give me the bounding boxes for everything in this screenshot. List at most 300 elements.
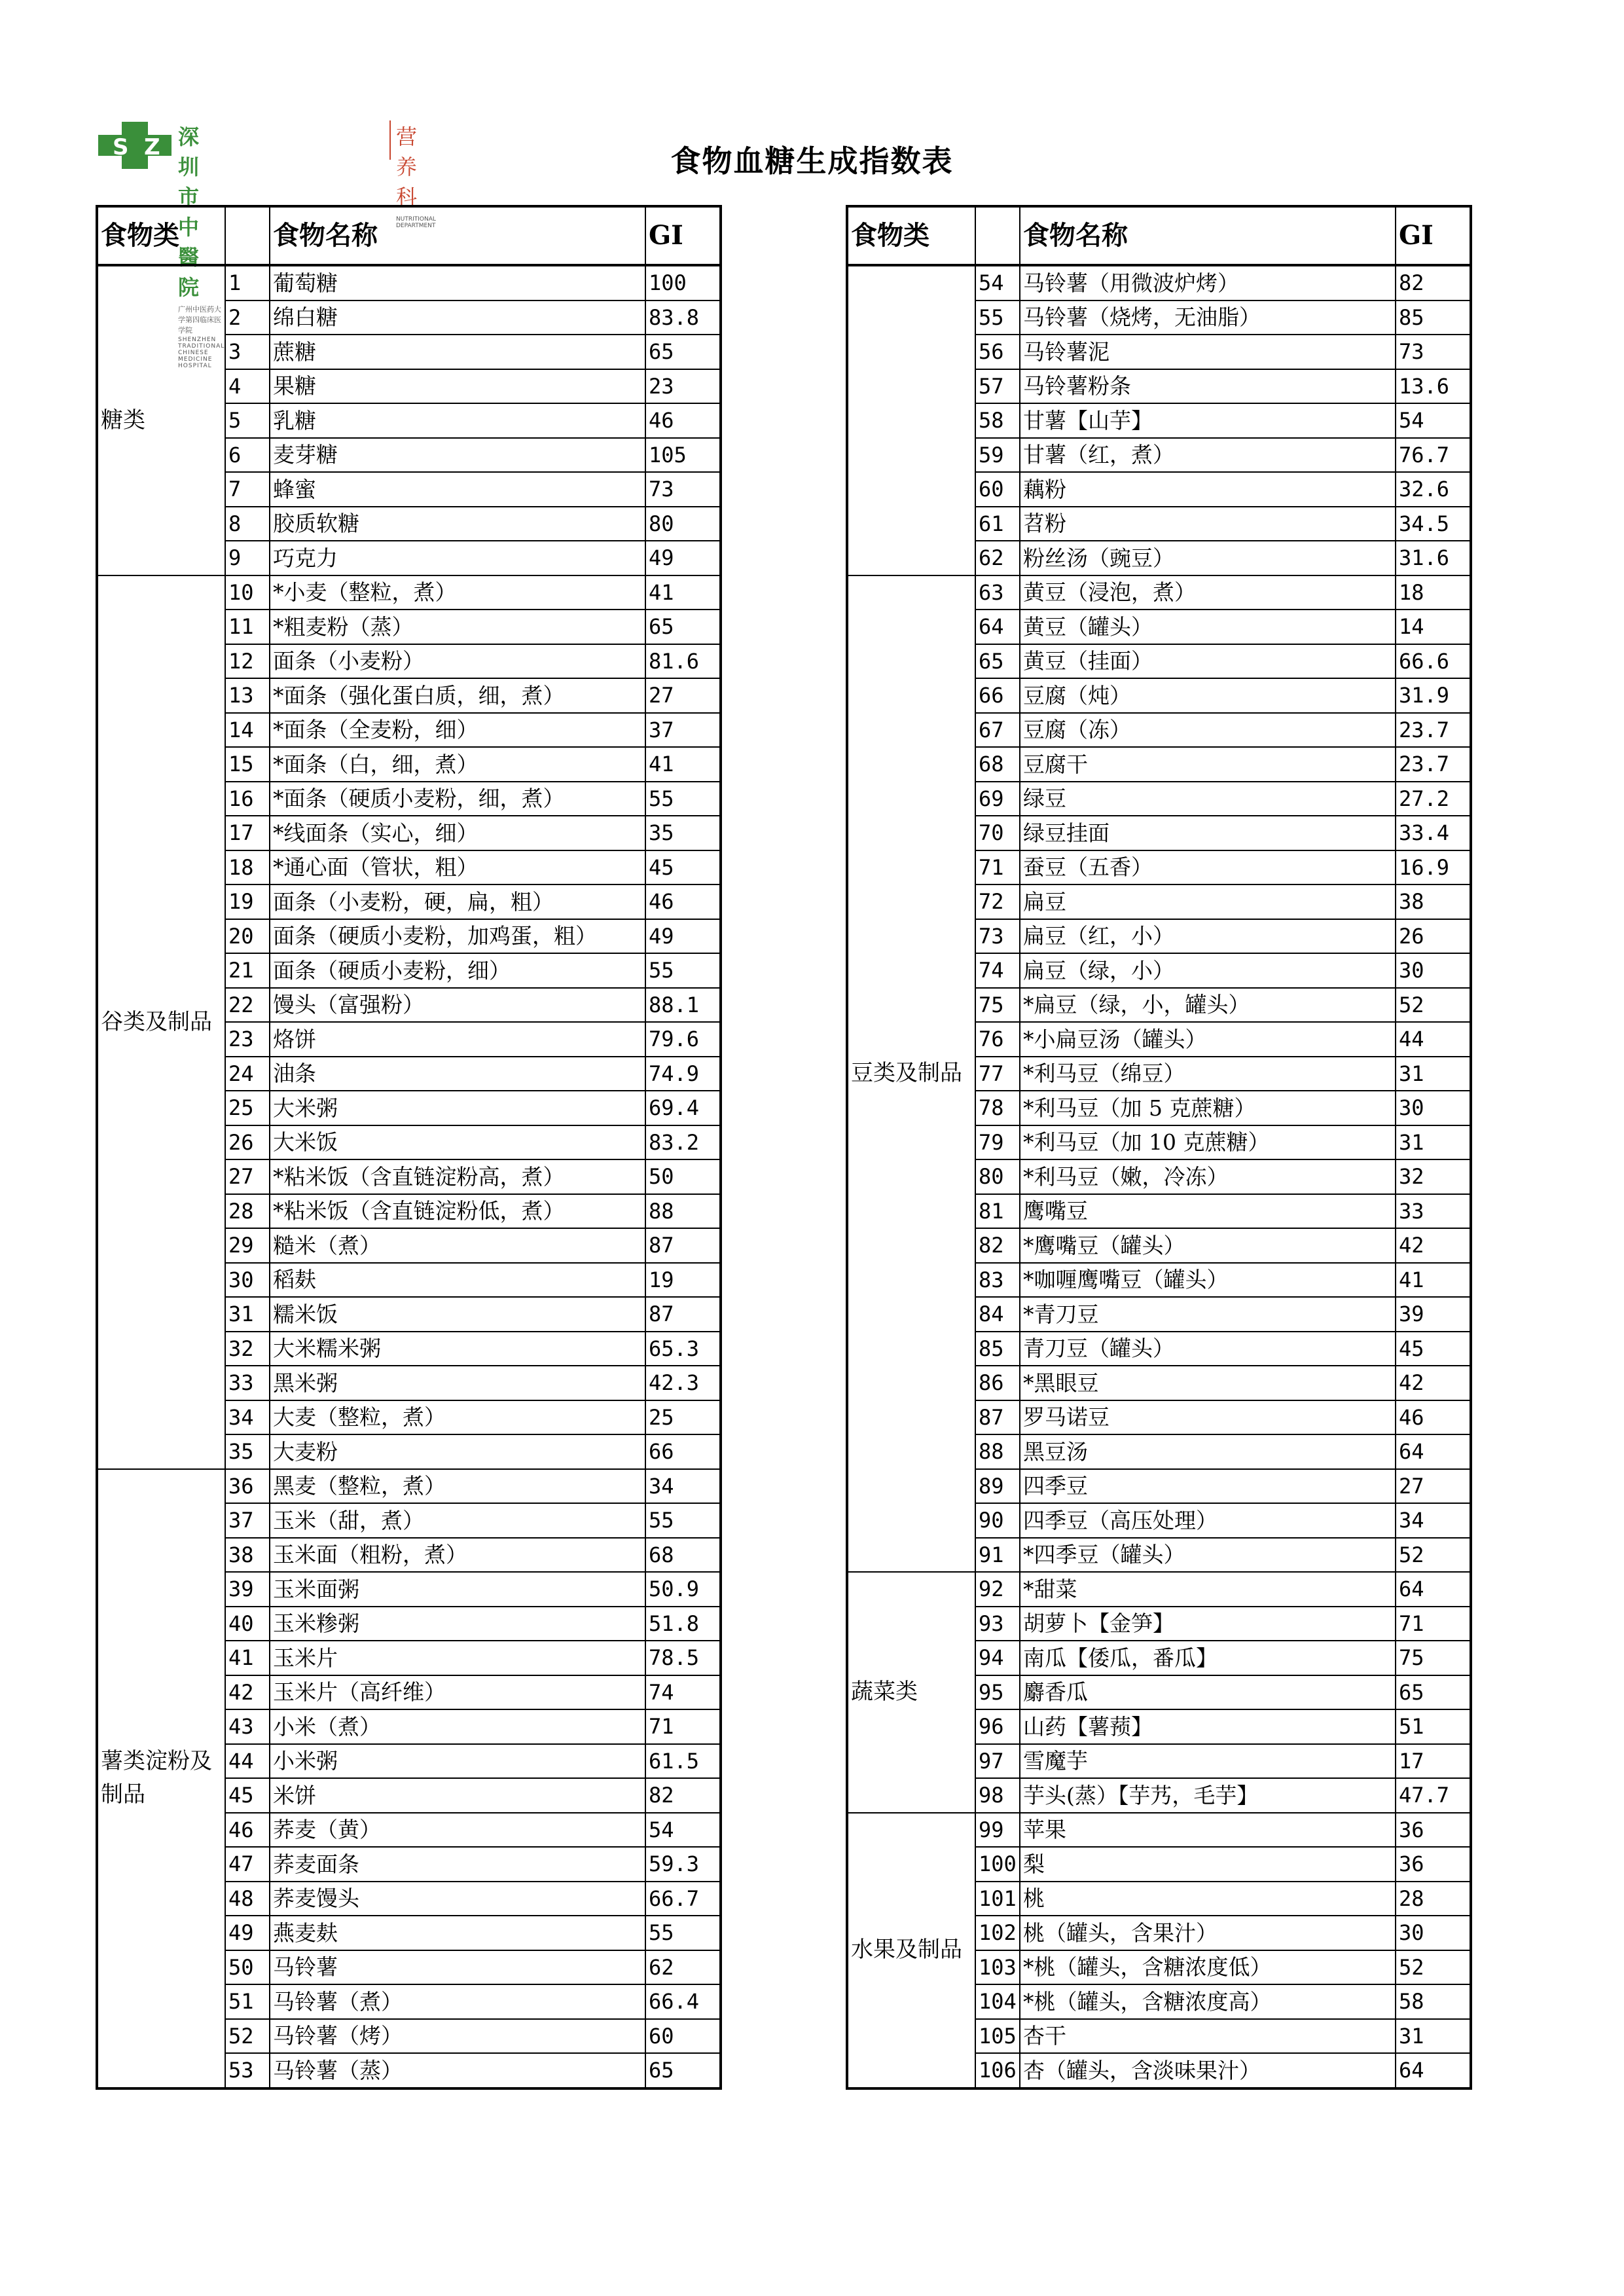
food-name-cell: 马铃薯粉条: [1020, 369, 1396, 404]
item-number-cell: 105: [975, 2019, 1020, 2054]
item-number-cell: 49: [225, 1916, 270, 1950]
item-number-cell: 44: [225, 1744, 270, 1779]
gi-value-cell: 27: [1396, 1469, 1471, 1504]
food-name-cell: 罗马诺豆: [1020, 1400, 1396, 1435]
item-number-cell: 74: [975, 953, 1020, 988]
gi-value-cell: 83.8: [645, 301, 721, 335]
gi-value-cell: 33: [1396, 1194, 1471, 1229]
gi-value-cell: 44: [1396, 1022, 1471, 1057]
gi-value-cell: 16.9: [1396, 850, 1471, 885]
item-number-cell: 76: [975, 1022, 1020, 1057]
gi-value-cell: 78.5: [645, 1641, 721, 1675]
food-name-cell: 米饼: [270, 1778, 645, 1813]
gi-value-cell: 69.4: [645, 1091, 721, 1125]
item-number-cell: 72: [975, 884, 1020, 919]
gi-table-right: [846, 205, 1472, 2090]
gi-value-cell: 36: [1396, 1847, 1471, 1882]
food-name-cell: 苹果: [1020, 1813, 1396, 1848]
gi-value-cell: 64: [1396, 1434, 1471, 1469]
food-name-cell: 马铃薯泥: [1020, 335, 1396, 369]
food-name-cell: *咖喱鹰嘴豆（罐头）: [1020, 1263, 1396, 1298]
item-number-cell: 38: [225, 1538, 270, 1573]
food-name-cell: 四季豆（高压处理）: [1020, 1503, 1396, 1538]
header-food-name: 食物名称: [1020, 206, 1396, 265]
food-name-cell: *黑眼豆: [1020, 1366, 1396, 1400]
food-name-cell: 面条（硬质小麦粉，加鸡蛋，粗）: [270, 919, 645, 954]
gi-value-cell: 74.9: [645, 1057, 721, 1091]
gi-value-cell: 100: [645, 265, 721, 301]
gi-value-cell: 34.5: [1396, 507, 1471, 541]
item-number-cell: 13: [225, 678, 270, 713]
gi-value-cell: 30: [1396, 953, 1471, 988]
food-name-cell: *粘米饭（含直链淀粉高，煮）: [270, 1159, 645, 1194]
item-number-cell: 32: [225, 1332, 270, 1366]
page-title: 食物血糖生成指数表: [670, 143, 954, 179]
gi-value-cell: 32: [1396, 1159, 1471, 1194]
food-name-cell: 玉米糁粥: [270, 1607, 645, 1641]
item-number-cell: 53: [225, 2053, 270, 2088]
food-name-cell: 黄豆（罐头）: [1020, 610, 1396, 644]
food-name-cell: 南瓜【倭瓜，番瓜】: [1020, 1641, 1396, 1675]
table-row: [847, 575, 1471, 610]
item-number-cell: 48: [225, 1882, 270, 1916]
gi-value-cell: 83.2: [645, 1125, 721, 1160]
gi-value-cell: 73: [645, 472, 721, 507]
food-name-cell: 糯米饭: [270, 1297, 645, 1332]
item-number-cell: 70: [975, 816, 1020, 850]
food-name-cell: 烙饼: [270, 1022, 645, 1057]
gi-value-cell: 71: [1396, 1607, 1471, 1641]
food-name-cell: 扁豆（绿，小）: [1020, 953, 1396, 988]
item-number-cell: 22: [225, 988, 270, 1023]
category-cell: 糖类: [97, 265, 225, 575]
item-number-cell: 94: [975, 1641, 1020, 1675]
item-number-cell: 89: [975, 1469, 1020, 1504]
gi-value-cell: 68: [645, 1538, 721, 1573]
table-header-row: [847, 206, 1471, 265]
item-number-cell: 61: [975, 507, 1020, 541]
hospital-name: 深圳市中醫院: [178, 124, 202, 300]
item-number-cell: 4: [225, 369, 270, 404]
item-number-cell: 37: [225, 1503, 270, 1538]
gi-value-cell: 59.3: [645, 1847, 721, 1882]
header-food-name: 食物名称: [270, 206, 645, 265]
table-row: [847, 1813, 1471, 1848]
food-name-cell: 桃（罐头，含果汁）: [1020, 1916, 1396, 1950]
item-number-cell: 50: [225, 1950, 270, 1985]
food-name-cell: 绿豆: [1020, 782, 1396, 816]
item-number-cell: 10: [225, 575, 270, 610]
header-number: [975, 206, 1020, 265]
gi-value-cell: 18: [1396, 575, 1471, 610]
food-name-cell: 面条（硬质小麦粉，细）: [270, 953, 645, 988]
food-name-cell: 糙米（煮）: [270, 1228, 645, 1263]
item-number-cell: 63: [975, 575, 1020, 610]
food-name-cell: *青刀豆: [1020, 1297, 1396, 1332]
gi-value-cell: 66.4: [645, 1984, 721, 2019]
gi-value-cell: 27: [645, 678, 721, 713]
gi-value-cell: 46: [1396, 1400, 1471, 1435]
item-number-cell: 80: [975, 1159, 1020, 1194]
gi-value-cell: 30: [1396, 1916, 1471, 1950]
gi-value-cell: 87: [645, 1228, 721, 1263]
gi-value-cell: 66: [645, 1434, 721, 1469]
item-number-cell: 75: [975, 988, 1020, 1023]
gi-value-cell: 37: [645, 713, 721, 748]
food-name-cell: *小扁豆汤（罐头）: [1020, 1022, 1396, 1057]
item-number-cell: 106: [975, 2053, 1020, 2088]
food-name-cell: *利马豆（绵豆）: [1020, 1057, 1396, 1091]
food-name-cell: 玉米（甜，煮）: [270, 1503, 645, 1538]
food-name-cell: 面条（小麦粉）: [270, 644, 645, 679]
gi-value-cell: 64: [1396, 1572, 1471, 1607]
food-name-cell: 玉米片（高纤维）: [270, 1675, 645, 1710]
item-number-cell: 54: [975, 265, 1020, 301]
gi-value-cell: 45: [1396, 1332, 1471, 1366]
gi-value-cell: 65: [645, 2053, 721, 2088]
item-number-cell: 73: [975, 919, 1020, 954]
food-name-cell: 面条（小麦粉，硬，扁，粗）: [270, 884, 645, 919]
gi-value-cell: 46: [645, 403, 721, 438]
gi-value-cell: 81.6: [645, 644, 721, 679]
item-number-cell: 83: [975, 1263, 1020, 1298]
food-name-cell: 杏（罐头，含淡味果汁）: [1020, 2053, 1396, 2088]
item-number-cell: 57: [975, 369, 1020, 404]
food-name-cell: 马铃薯（烧烤，无油脂）: [1020, 301, 1396, 335]
food-name-cell: 黄豆（挂面）: [1020, 644, 1396, 679]
item-number-cell: 67: [975, 713, 1020, 748]
item-number-cell: 23: [225, 1022, 270, 1057]
item-number-cell: 35: [225, 1434, 270, 1469]
food-name-cell: 鹰嘴豆: [1020, 1194, 1396, 1229]
food-name-cell: 大麦（整粒，煮）: [270, 1400, 645, 1435]
food-name-cell: 马铃薯: [270, 1950, 645, 1985]
gi-value-cell: 31.6: [1396, 541, 1471, 575]
gi-value-cell: 42: [1396, 1228, 1471, 1263]
header-gi: GI: [645, 206, 721, 265]
item-number-cell: 101: [975, 1882, 1020, 1916]
gi-value-cell: 47.7: [1396, 1778, 1471, 1813]
food-name-cell: 荞麦馒头: [270, 1882, 645, 1916]
food-name-cell: *利马豆（嫩，冷冻）: [1020, 1159, 1396, 1194]
item-number-cell: 82: [975, 1228, 1020, 1263]
item-number-cell: 86: [975, 1366, 1020, 1400]
food-name-cell: 桃: [1020, 1882, 1396, 1916]
food-name-cell: 马铃薯（烤）: [270, 2019, 645, 2054]
item-number-cell: 71: [975, 850, 1020, 885]
food-name-cell: 山药【薯蓣】: [1020, 1709, 1396, 1744]
food-name-cell: 马铃薯（用微波炉烤）: [1020, 265, 1396, 301]
item-number-cell: 28: [225, 1194, 270, 1229]
gi-value-cell: 46: [645, 884, 721, 919]
item-number-cell: 87: [975, 1400, 1020, 1435]
food-name-cell: *面条（硬质小麦粉，细，煮）: [270, 782, 645, 816]
gi-value-cell: 34: [645, 1469, 721, 1504]
food-name-cell: 小米（煮）: [270, 1709, 645, 1744]
food-name-cell: 油条: [270, 1057, 645, 1091]
item-number-cell: 69: [975, 782, 1020, 816]
food-name-cell: 燕麦麸: [270, 1916, 645, 1950]
gi-value-cell: 42.3: [645, 1366, 721, 1400]
gi-value-cell: 41: [1396, 1263, 1471, 1298]
food-name-cell: 苕粉: [1020, 507, 1396, 541]
item-number-cell: 93: [975, 1607, 1020, 1641]
item-number-cell: 97: [975, 1744, 1020, 1779]
gi-value-cell: 17: [1396, 1744, 1471, 1779]
item-number-cell: 95: [975, 1675, 1020, 1710]
header-category: 食物类: [97, 206, 225, 265]
gi-value-cell: 55: [645, 953, 721, 988]
gi-value-cell: 73: [1396, 335, 1471, 369]
gi-value-cell: 30: [1396, 1091, 1471, 1125]
gi-value-cell: 60: [645, 2019, 721, 2054]
gi-value-cell: 49: [645, 541, 721, 575]
item-number-cell: 29: [225, 1228, 270, 1263]
item-number-cell: 43: [225, 1709, 270, 1744]
item-number-cell: 55: [975, 301, 1020, 335]
food-name-cell: *通心面（管状，粗）: [270, 850, 645, 885]
food-name-cell: 乳糖: [270, 403, 645, 438]
food-name-cell: *面条（强化蛋白质，细，煮）: [270, 678, 645, 713]
item-number-cell: 58: [975, 403, 1020, 438]
item-number-cell: 103: [975, 1950, 1020, 1985]
item-number-cell: 59: [975, 438, 1020, 473]
gi-value-cell: 55: [645, 1916, 721, 1950]
item-number-cell: 92: [975, 1572, 1020, 1607]
item-number-cell: 79: [975, 1125, 1020, 1160]
gi-value-cell: 64: [1396, 2053, 1471, 2088]
gi-value-cell: 36: [1396, 1813, 1471, 1848]
food-name-cell: 巧克力: [270, 541, 645, 575]
item-number-cell: 42: [225, 1675, 270, 1710]
gi-value-cell: 19: [645, 1263, 721, 1298]
food-name-cell: 馒头（富强粉）: [270, 988, 645, 1023]
item-number-cell: 2: [225, 301, 270, 335]
food-name-cell: 扁豆（红，小）: [1020, 919, 1396, 954]
item-number-cell: 8: [225, 507, 270, 541]
gi-value-cell: 66.7: [645, 1882, 721, 1916]
table-header-row: [97, 206, 721, 265]
item-number-cell: 16: [225, 782, 270, 816]
gi-value-cell: 76.7: [1396, 438, 1471, 473]
gi-value-cell: 54: [1396, 403, 1471, 438]
gi-value-cell: 42: [1396, 1366, 1471, 1400]
item-number-cell: 15: [225, 747, 270, 782]
item-number-cell: 46: [225, 1813, 270, 1848]
item-number-cell: 90: [975, 1503, 1020, 1538]
category-cell: [847, 265, 975, 575]
gi-value-cell: 65: [1396, 1675, 1471, 1710]
item-number-cell: 34: [225, 1400, 270, 1435]
gi-table-left: [96, 205, 722, 2090]
item-number-cell: 14: [225, 713, 270, 748]
category-cell: 薯类淀粉及制品: [97, 1469, 225, 2088]
gi-value-cell: 27.2: [1396, 782, 1471, 816]
item-number-cell: 7: [225, 472, 270, 507]
item-number-cell: 31: [225, 1297, 270, 1332]
item-number-cell: 56: [975, 335, 1020, 369]
item-number-cell: 45: [225, 1778, 270, 1813]
gi-value-cell: 61.5: [645, 1744, 721, 1779]
gi-value-cell: 34: [1396, 1503, 1471, 1538]
gi-value-cell: 55: [645, 1503, 721, 1538]
food-name-cell: 四季豆: [1020, 1469, 1396, 1504]
food-name-cell: 马铃薯（蒸）: [270, 2053, 645, 2088]
gi-value-cell: 62: [645, 1950, 721, 1985]
food-name-cell: *桃（罐头，含糖浓度高）: [1020, 1984, 1396, 2019]
gi-value-cell: 51: [1396, 1709, 1471, 1744]
item-number-cell: 96: [975, 1709, 1020, 1744]
food-name-cell: 玉米面粥: [270, 1572, 645, 1607]
item-number-cell: 62: [975, 541, 1020, 575]
food-name-cell: 麝香瓜: [1020, 1675, 1396, 1710]
gi-value-cell: 31: [1396, 2019, 1471, 2054]
item-number-cell: 6: [225, 438, 270, 473]
gi-value-cell: 41: [645, 575, 721, 610]
food-name-cell: 藕粉: [1020, 472, 1396, 507]
gi-value-cell: 65: [645, 610, 721, 644]
food-name-cell: 荞麦面条: [270, 1847, 645, 1882]
food-name-cell: 黄豆（浸泡，煮）: [1020, 575, 1396, 610]
header-number: [225, 206, 270, 265]
gi-value-cell: 87: [645, 1297, 721, 1332]
table-row: [847, 265, 1471, 301]
food-name-cell: 玉米片: [270, 1641, 645, 1675]
item-number-cell: 60: [975, 472, 1020, 507]
item-number-cell: 91: [975, 1538, 1020, 1573]
table-row: [97, 265, 721, 301]
gi-value-cell: 88: [645, 1194, 721, 1229]
food-name-cell: 芋头(蒸）【芋艿，毛芋】: [1020, 1778, 1396, 1813]
food-name-cell: *面条（全麦粉，细）: [270, 713, 645, 748]
item-number-cell: 33: [225, 1366, 270, 1400]
item-number-cell: 85: [975, 1332, 1020, 1366]
gi-value-cell: 31: [1396, 1057, 1471, 1091]
item-number-cell: 26: [225, 1125, 270, 1160]
gi-value-cell: 23: [645, 369, 721, 404]
item-number-cell: 81: [975, 1194, 1020, 1229]
food-name-cell: 蔗糖: [270, 335, 645, 369]
gi-value-cell: 82: [1396, 265, 1471, 301]
item-number-cell: 65: [975, 644, 1020, 679]
gi-value-cell: 38: [1396, 884, 1471, 919]
item-number-cell: 17: [225, 816, 270, 850]
header-gi: GI: [1396, 206, 1471, 265]
food-name-cell: *粘米饭（含直链淀粉低，煮）: [270, 1194, 645, 1229]
food-name-cell: *小麦（整粒，煮）: [270, 575, 645, 610]
gi-value-cell: 39: [1396, 1297, 1471, 1332]
gi-value-cell: 66.6: [1396, 644, 1471, 679]
category-cell: 谷类及制品: [97, 575, 225, 1469]
gi-value-cell: 33.4: [1396, 816, 1471, 850]
svg-text:Z: Z: [144, 134, 160, 160]
gi-value-cell: 65.3: [645, 1332, 721, 1366]
table-row: [847, 1572, 1471, 1607]
food-name-cell: *四季豆（罐头）: [1020, 1538, 1396, 1573]
food-name-cell: 大麦粉: [270, 1434, 645, 1469]
gi-value-cell: 75: [1396, 1641, 1471, 1675]
food-name-cell: 豆腐（炖）: [1020, 678, 1396, 713]
item-number-cell: 104: [975, 1984, 1020, 2019]
item-number-cell: 30: [225, 1263, 270, 1298]
item-number-cell: 40: [225, 1607, 270, 1641]
item-number-cell: 3: [225, 335, 270, 369]
gi-value-cell: 41: [645, 747, 721, 782]
item-number-cell: 18: [225, 850, 270, 885]
gi-value-cell: 52: [1396, 988, 1471, 1023]
gi-value-cell: 88.1: [645, 988, 721, 1023]
food-name-cell: *利马豆（加 10 克蔗糖）: [1020, 1125, 1396, 1160]
gi-value-cell: 50: [645, 1159, 721, 1194]
food-name-cell: *线面条（实心，细）: [270, 816, 645, 850]
food-name-cell: 豆腐（冻）: [1020, 713, 1396, 748]
category-cell: 蔬菜类: [847, 1572, 975, 1813]
food-name-cell: 黑麦（整粒，煮）: [270, 1469, 645, 1504]
item-number-cell: 47: [225, 1847, 270, 1882]
food-name-cell: 马铃薯（煮）: [270, 1984, 645, 2019]
gi-value-cell: 82: [645, 1778, 721, 1813]
food-name-cell: 黑豆汤: [1020, 1434, 1396, 1469]
item-number-cell: 98: [975, 1778, 1020, 1813]
food-name-cell: 青刀豆（罐头）: [1020, 1332, 1396, 1366]
item-number-cell: 19: [225, 884, 270, 919]
gi-value-cell: 32.6: [1396, 472, 1471, 507]
food-name-cell: 荞麦（黄）: [270, 1813, 645, 1848]
food-name-cell: 大米饭: [270, 1125, 645, 1160]
food-name-cell: 胶质软糖: [270, 507, 645, 541]
item-number-cell: 77: [975, 1057, 1020, 1091]
food-name-cell: 绿豆挂面: [1020, 816, 1396, 850]
food-name-cell: 大米粥: [270, 1091, 645, 1125]
item-number-cell: 21: [225, 953, 270, 988]
item-number-cell: 39: [225, 1572, 270, 1607]
item-number-cell: 68: [975, 747, 1020, 782]
category-cell: 豆类及制品: [847, 575, 975, 1573]
food-name-cell: 大米糯米粥: [270, 1332, 645, 1366]
item-number-cell: 5: [225, 403, 270, 438]
gi-value-cell: 35: [645, 816, 721, 850]
gi-value-cell: 85: [1396, 301, 1471, 335]
gi-value-cell: 55: [645, 782, 721, 816]
food-name-cell: 绵白糖: [270, 301, 645, 335]
food-name-cell: 葡萄糖: [270, 265, 645, 301]
food-name-cell: *面条（白，细，煮）: [270, 747, 645, 782]
item-number-cell: 52: [225, 2019, 270, 2054]
food-name-cell: *粗麦粉（蒸）: [270, 610, 645, 644]
gi-value-cell: 80: [645, 507, 721, 541]
food-name-cell: *桃（罐头，含糖浓度低）: [1020, 1950, 1396, 1985]
header-category: 食物类: [847, 206, 975, 265]
food-name-cell: 黑米粥: [270, 1366, 645, 1400]
gi-value-cell: 50.9: [645, 1572, 721, 1607]
item-number-cell: 99: [975, 1813, 1020, 1848]
svg-text:S: S: [113, 134, 129, 160]
food-name-cell: 稻麸: [270, 1263, 645, 1298]
food-name-cell: 蜂蜜: [270, 472, 645, 507]
food-name-cell: 甘薯【山芋】: [1020, 403, 1396, 438]
food-name-cell: *鹰嘴豆（罐头）: [1020, 1228, 1396, 1263]
item-number-cell: 1: [225, 265, 270, 301]
gi-value-cell: 13.6: [1396, 369, 1471, 404]
hospital-subtitle: 广州中医药大学第四临床医学院: [178, 305, 221, 335]
gi-value-cell: 25: [645, 1400, 721, 1435]
gi-value-cell: 23.7: [1396, 713, 1471, 748]
item-number-cell: 100: [975, 1847, 1020, 1882]
item-number-cell: 64: [975, 610, 1020, 644]
food-name-cell: 扁豆: [1020, 884, 1396, 919]
food-name-cell: *甜菜: [1020, 1572, 1396, 1607]
gi-value-cell: 79.6: [645, 1022, 721, 1057]
